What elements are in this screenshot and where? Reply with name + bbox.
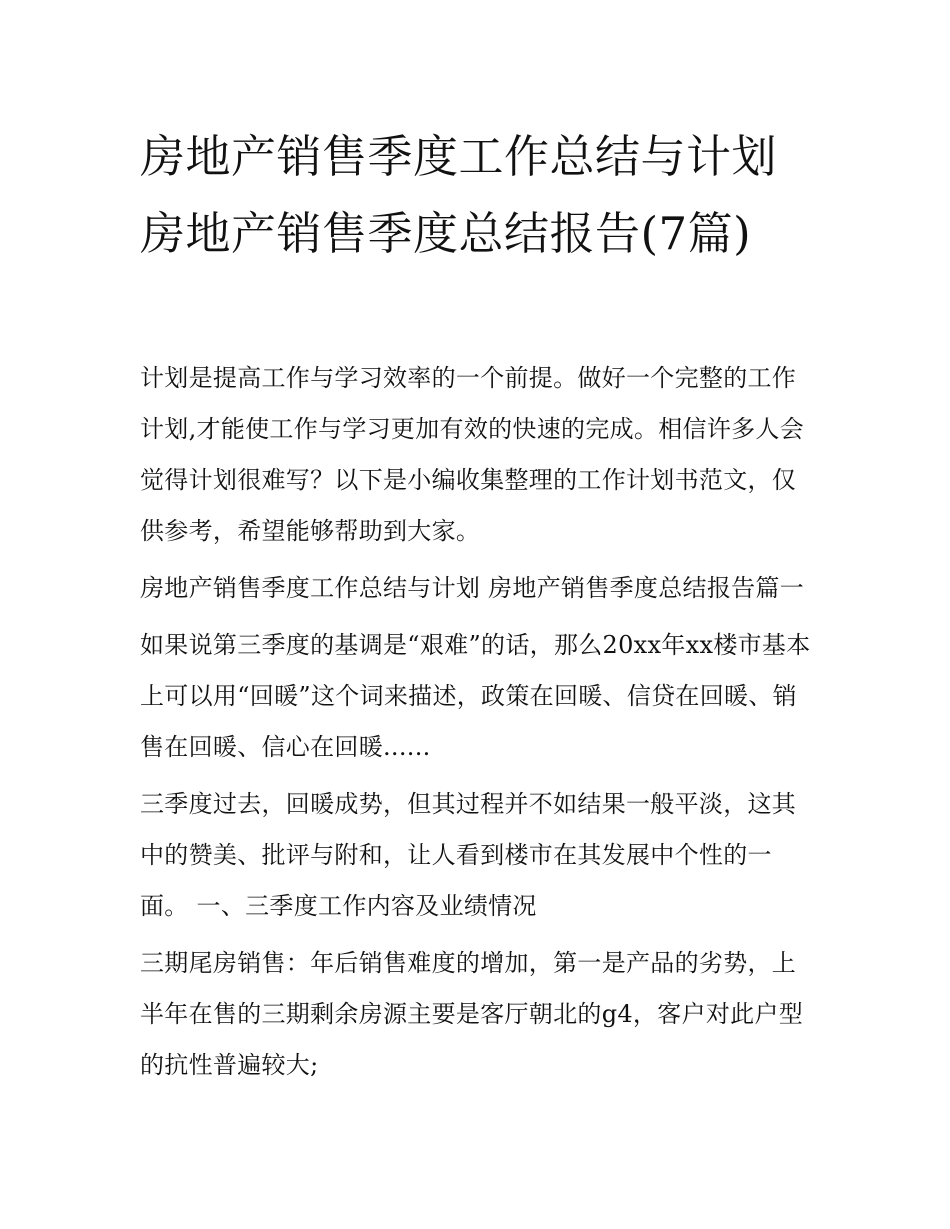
paragraph-section-heading: 房地产销售季度工作总结与计划 房地产销售季度总结报告篇一	[140, 574, 805, 602]
paragraph-phase3-sales: 三期尾房销售：年后销售难度的增加，第一是产品的劣势，上半年在售的三期剩余房源主要是客厅朝北的g4，客户对此户型的抗性普遍较大;	[140, 949, 804, 1079]
document-title: 房地产销售季度工作总结与计划 房地产销售季度总结报告(7篇)	[140, 130, 778, 260]
document-body	[140, 353, 815, 1097]
paragraph-q3-tone: 如果说第三季度的基调是“艰难”的话，那么20xx年xx楼市基本上可以用“回暖”这个词来描述，政策在回暖、信贷在回暖、销售在回暖、信心在回暖......	[140, 631, 811, 761]
paragraph-intro: 计划是提高工作与学习效率的一个前提。做好一个完整的工作计划,才能使工作与学习更加有效的快速的完成。相信许多人会觉得计划很难写？以下是小编收集整理的工作计划书范文，仅供参考，希望能够帮助到大家。	[140, 364, 805, 545]
paragraph-q3-review: 三季度过去，回暖成势，但其过程并不如结果一般平淡，这其中的赞美、批评与附和，让人看到楼市在其发展中个性的一面。 一、三季度工作内容及业绩情况	[140, 790, 797, 920]
